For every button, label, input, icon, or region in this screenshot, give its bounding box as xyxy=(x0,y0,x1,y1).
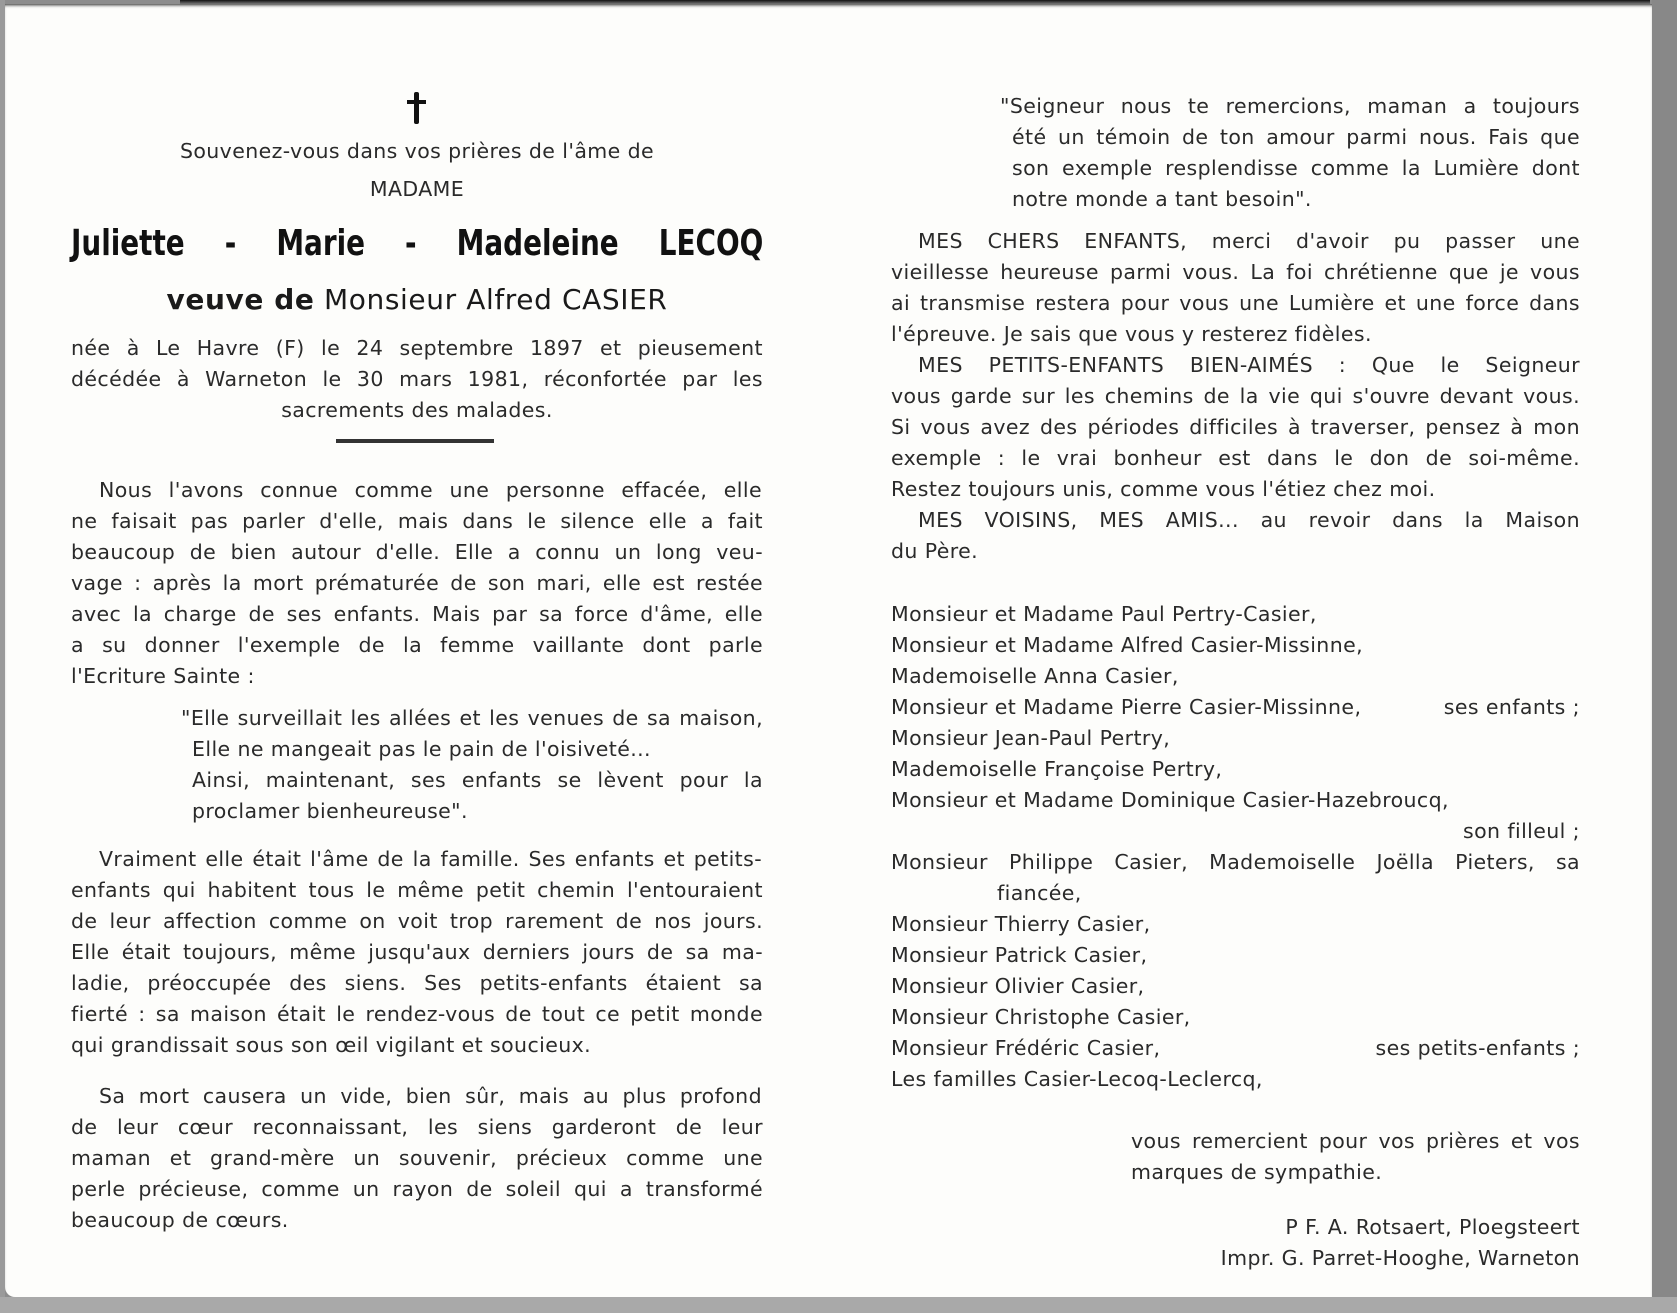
family-member: Monsieur Jean-Paul Pertry, xyxy=(891,726,1171,750)
message-line: l'épreuve. Je sais que vous y resterez fidèles. xyxy=(891,322,1372,346)
paragraph-line: ladie, préoccupée des siens. Ses petits-enfants étaient sa xyxy=(71,971,763,995)
message-line: du Père. xyxy=(891,539,979,563)
children-label: ses enfants ; xyxy=(1443,695,1580,719)
prayer-quote-line: son exemple resplendisse comme la Lumière dont xyxy=(1012,156,1580,180)
godson-label: son filleul ; xyxy=(1463,819,1580,843)
divider-rule xyxy=(336,439,494,443)
paragraph-line: a su donner l'exemple de la femme vaillante dont parle xyxy=(71,633,763,657)
paragraph-line: qui grandissait sous son œil vigilant et soucieux. xyxy=(71,1033,592,1057)
prayer-quote-line: "Seigneur nous te remercions, maman a toujours xyxy=(1000,94,1580,118)
birth-death-line: née à Le Havre (F) le 24 septembre 1897 et pieusement xyxy=(71,336,763,360)
paragraph-line: avec la charge de ses enfants. Mais par sa force d'âme, elle xyxy=(71,602,763,626)
honorific: MADAME xyxy=(369,177,465,201)
paragraph-line: Sa mort causera un vide, bien sûr, mais au plus profond xyxy=(99,1084,762,1108)
paragraph-line: beaucoup de bien autour d'elle. Elle a connu un long veu- xyxy=(71,540,763,564)
families: Les familles Casier-Lecoq-Leclercq, xyxy=(891,1067,1263,1091)
scripture-quote-line: proclamer bienheureuse". xyxy=(192,799,468,823)
paragraph-line: vage : après la mort prématurée de son mari, elle est restée xyxy=(71,571,763,595)
deceased-name: Juliette - Marie - Madeleine LECOQ xyxy=(71,223,764,264)
message-line: Restez toujours unis, comme vous l'étiez chez moi. xyxy=(891,477,1436,501)
paragraph-line: perle précieuse, comme un rayon de soleil qui a transformé xyxy=(71,1177,763,1201)
family-member: Mademoiselle Françoise Pertry, xyxy=(891,757,1223,781)
invocation: Souvenez-vous dans vos prières de l'âme de xyxy=(179,139,655,163)
paragraph-line: ne faisait pas parler d'elle, mais dans le silence elle a fait xyxy=(71,509,763,533)
paragraph-line: maman et grand-mère un souvenir, précieux comme une xyxy=(71,1146,763,1170)
message-line: ai transmise restera pour vous une Lumière et une force dans xyxy=(891,291,1580,315)
scripture-quote-line: Ainsi, maintenant, ses enfants se lèvent pour la xyxy=(192,768,763,792)
family-member: Monsieur Philippe Casier, Mademoiselle Joëlla Pieters, sa xyxy=(891,850,1580,874)
paragraph-line: beaucoup de cœurs. xyxy=(71,1208,289,1232)
family-member: Mademoiselle Anna Casier, xyxy=(891,664,1179,688)
message-line: vieillesse heureuse parmi vous. La foi chrétienne que je vous xyxy=(891,260,1580,284)
paragraph-line: l'Ecriture Sainte : xyxy=(71,664,255,688)
birth-death-line: décédée à Warneton le 30 mars 1981, réconfortée par les xyxy=(71,367,763,391)
cross-icon xyxy=(405,92,429,124)
thanks-line: marques de sympathie. xyxy=(1131,1160,1383,1184)
message-line: exemple : le vrai bonheur est dans le don de soi-même. xyxy=(891,446,1580,470)
family-member-continued: fiancée, xyxy=(997,881,1082,905)
scripture-quote-line: Elle ne mangeait pas le pain de l'oisiveté... xyxy=(192,737,651,761)
widow-of-prefix: veuve de xyxy=(166,283,315,316)
family-member: Monsieur et Madame Pierre Casier-Missinne, xyxy=(891,695,1362,719)
paragraph-line: de leur affection comme on voit trop rarement de nos jours. xyxy=(71,909,763,933)
family-member: Monsieur et Madame Paul Pertry-Casier, xyxy=(891,602,1317,626)
paragraph-line: fierté : sa maison était le rendez-vous de tout ce petit monde xyxy=(71,1002,763,1026)
family-member: Monsieur Frédéric Casier, xyxy=(891,1036,1161,1060)
widow-of-name: Monsieur Alfred CASIER xyxy=(324,283,668,316)
family-member: Monsieur Thierry Casier, xyxy=(891,912,1151,936)
printer-credit: Impr. G. Parret-Hooghe, Warneton xyxy=(1220,1246,1580,1270)
grandchildren-label: ses petits-enfants ; xyxy=(1375,1036,1580,1060)
paragraph-line: enfants qui habitent tous le même petit chemin l'entouraient xyxy=(71,878,763,902)
family-member: Monsieur et Madame Alfred Casier-Missinne, xyxy=(891,633,1364,657)
message-line: MES PETITS-ENFANTS BIEN-AIMÉS : Que le Seigneur xyxy=(918,353,1580,377)
scripture-quote-line: "Elle surveillait les allées et les venues de sa maison, xyxy=(181,706,763,730)
widow-of xyxy=(71,283,763,316)
birth-death-line: sacrements des malades. xyxy=(281,398,553,422)
prayer-quote-line: notre monde a tant besoin". xyxy=(1012,187,1312,211)
family-member: Monsieur Christophe Casier, xyxy=(891,1005,1191,1029)
family-member: Monsieur Olivier Casier, xyxy=(891,974,1145,998)
message-line: vous garde sur les chemins de la vie qui s'ouvre devant vous. xyxy=(891,384,1580,408)
card-top-shadow xyxy=(180,0,1650,4)
scan-bottom-margin xyxy=(0,1297,1677,1313)
message-line: Si vous avez des périodes difficiles à traverser, pensez à mon xyxy=(891,415,1580,439)
undertaker-credit: P F. A. Rotsaert, Ploegsteert xyxy=(1285,1215,1580,1239)
scan-right-margin xyxy=(1652,0,1677,1313)
prayer-quote-line: été un témoin de ton amour parmi nous. Fais que xyxy=(1012,125,1580,149)
message-line: MES VOISINS, MES AMIS... au revoir dans la Maison xyxy=(918,508,1580,532)
paragraph-line: Elle était toujours, même jusqu'aux derniers jours de sa ma- xyxy=(71,940,763,964)
message-line: MES CHERS ENFANTS, merci d'avoir pu passer une xyxy=(918,229,1580,253)
paragraph-line: Nous l'avons connue comme une personne effacée, elle xyxy=(99,478,762,502)
paragraph-line: de leur cœur reconnaissant, les siens garderont de leur xyxy=(71,1115,763,1139)
paragraph-line: Vraiment elle était l'âme de la famille. Ses enfants et petits- xyxy=(99,847,762,871)
thanks-line: vous remercient pour vos prières et vos xyxy=(1131,1129,1580,1153)
family-member: Monsieur Patrick Casier, xyxy=(891,943,1148,967)
family-member: Monsieur et Madame Dominique Casier-Hazebroucq, xyxy=(891,788,1449,812)
